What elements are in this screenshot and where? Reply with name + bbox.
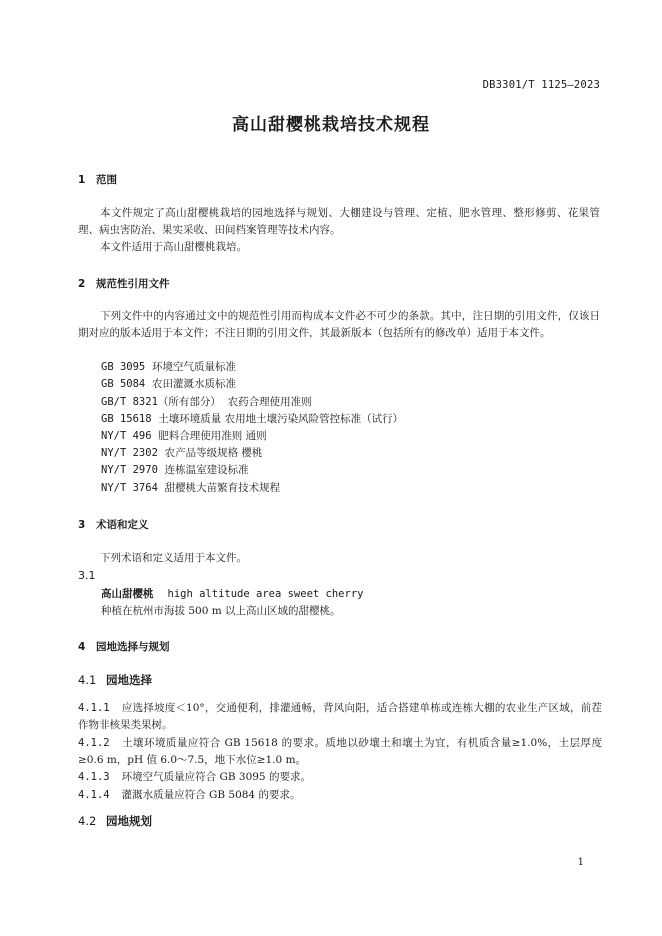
reference-name: 肥料合理使用准则 通则 — [158, 430, 267, 442]
subsection-number: 4.1 — [78, 673, 97, 687]
clause-4-1-3 — [78, 769, 602, 786]
section-number: 1 — [78, 174, 86, 186]
subsection-title: 园地规划 — [106, 814, 152, 828]
reference-code: GB 3095 — [101, 361, 146, 373]
term-entry — [101, 586, 363, 601]
reference-item — [101, 359, 236, 376]
subsection-4-2-heading — [78, 813, 152, 829]
section-number: 3 — [78, 519, 86, 531]
reference-item — [101, 480, 280, 497]
clause-number: 4.1.1 — [78, 702, 110, 714]
reference-item — [101, 411, 403, 428]
subsection-number: 4.2 — [78, 814, 97, 828]
reference-name: 连栋温室建设标准 — [164, 464, 249, 476]
clause-number: 4.1.2 — [78, 737, 110, 749]
clause-text: 灌溉水质量应符合 GB 5084 的要求。 — [121, 789, 301, 801]
reference-name: 农田灌溉水质标准 — [151, 378, 236, 390]
reference-name: 甜樱桃大苗繁育技术规程 — [164, 482, 281, 494]
reference-code: NY/T 2302 — [101, 447, 158, 459]
reference-item — [101, 376, 236, 393]
document-title: 高山甜樱桃栽培技术规程 — [232, 115, 430, 135]
reference-item — [101, 445, 262, 462]
paragraph: 本文件规定了高山甜樱桃栽培的园地选择与规划、大棚建设与管理、定植、肥水管理、整形修剪、花果管理、病虫害防治、果实采收、田间档案管理等技术内容。 — [78, 207, 600, 236]
page-number: 1 — [577, 857, 584, 868]
paragraph: 本文件适用于高山甜樱桃栽培。 — [100, 241, 247, 253]
term-chinese: 高山甜樱桃 — [101, 588, 154, 600]
reference-name: 农药合理使用准则 — [227, 396, 312, 408]
clause-4-1-1 — [78, 700, 602, 734]
clause-4-1-4 — [78, 787, 602, 804]
reference-code: NY/T 496 — [101, 430, 152, 442]
clause-text: 土壤环境质量应符合 GB 15618 的要求。质地以砂壤土和壤土为宜，有机质含量≥1.0%，土层厚度≥0.6 m，pH 值 6.0～7.5，地下水位≥1.0 m。 — [78, 737, 602, 766]
section-number: 4 — [78, 641, 86, 653]
clause-text: 应选择坡度＜10°，交通便利，排灌通畅，背风向阳，适合搭建单栋或连栋大棚的农业生产区域，前茬作物非核果类果树。 — [78, 702, 602, 731]
reference-name: 农产品等级规格 樱桃 — [164, 447, 263, 459]
section-2-body — [78, 308, 600, 342]
section-3-body — [78, 550, 600, 567]
reference-code: NY/T 2970 — [101, 464, 158, 476]
reference-item — [101, 394, 312, 411]
reference-name: 土壤环境质量 农用地土壤污染风险管控标准（试行） — [158, 413, 404, 425]
paragraph: 下列文件中的内容通过文中的规范性引用而构成本文件必不可少的条款。其中，注日期的引用文件，仅该日期对应的版本适用于本文件；不注日期的引用文件，其最新版本（包括所有的修改单）适用于本文件。 — [78, 310, 600, 339]
term-definition: 种植在杭州市海拔 500 m 以上高山区域的甜樱桃。 — [101, 605, 341, 617]
section-1-heading — [78, 172, 117, 187]
reference-name: 环境空气质量标准 — [151, 361, 236, 373]
section-title: 规范性引用文件 — [96, 278, 170, 290]
section-title: 范围 — [96, 174, 117, 186]
reference-code: GB 5084 — [101, 378, 146, 390]
reference-item — [101, 428, 267, 445]
term-english: high altitude area sweet cherry — [167, 588, 364, 600]
reference-item — [101, 462, 249, 479]
section-number: 2 — [78, 278, 86, 290]
clause-text: 环境空气质量应符合 GB 3095 的要求。 — [121, 771, 311, 783]
clause-number: 4.1.3 — [78, 771, 110, 783]
reference-code: GB 15618 — [101, 413, 152, 425]
section-3-heading — [78, 517, 149, 532]
reference-code: NY/T 3764 — [101, 482, 158, 494]
section-title: 园地选择与规划 — [96, 641, 170, 653]
paragraph: 下列术语和定义适用于本文件。 — [100, 552, 247, 564]
section-1-body — [78, 205, 600, 256]
clause-4-1-2 — [78, 735, 602, 769]
reference-code: GB/T 8321（所有部分） — [101, 396, 221, 408]
subsection-title: 园地选择 — [106, 673, 152, 687]
clause-number: 4.1.4 — [78, 789, 110, 801]
subsection-4-1-heading — [78, 672, 152, 688]
section-4-heading — [78, 639, 170, 654]
section-2-heading — [78, 276, 170, 291]
section-title: 术语和定义 — [96, 519, 149, 531]
standard-number: DB3301/T 1125—2023 — [482, 79, 600, 91]
term-number: 3.1 — [78, 569, 96, 582]
